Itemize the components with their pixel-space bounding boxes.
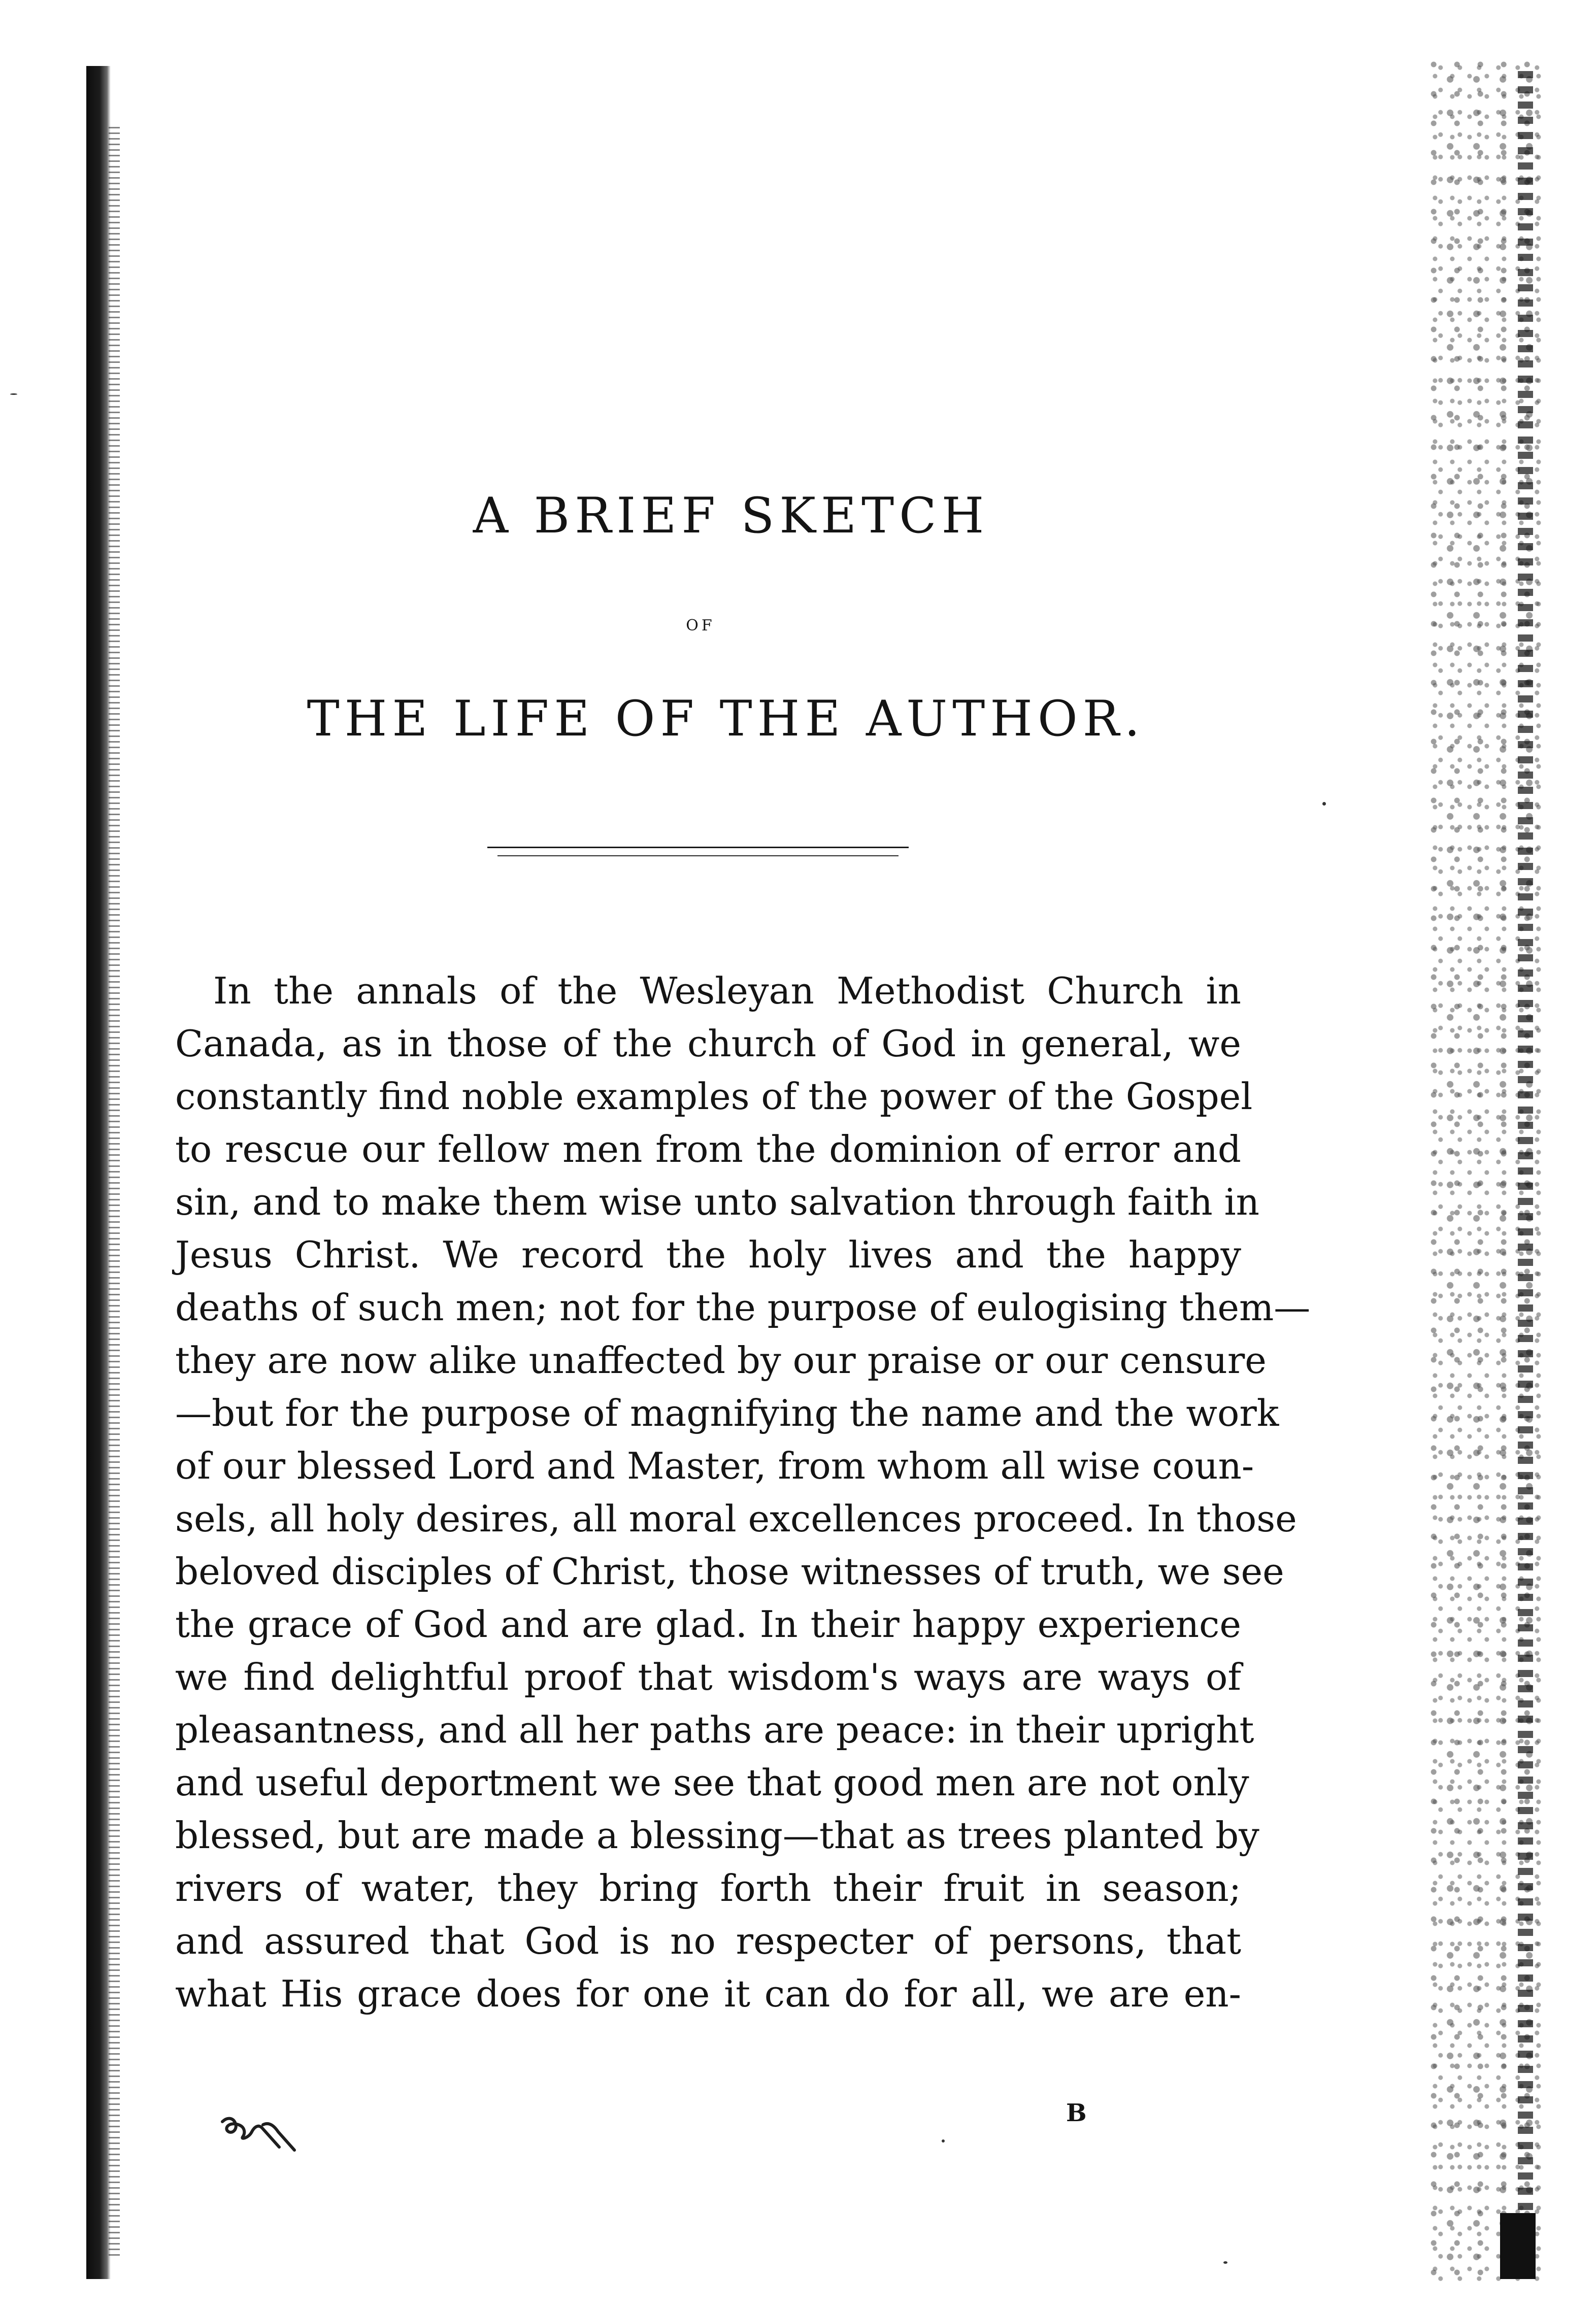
page-spine-shadow bbox=[86, 66, 111, 2279]
body-line: and useful deportment we see that good men are not only bbox=[175, 1761, 1249, 1804]
body-line: beloved disciples of Christ, those witnesses of truth, we see bbox=[175, 1550, 1284, 1593]
body-line: blessed, but are made a blessing—that as trees planted by bbox=[175, 1814, 1259, 1857]
speck bbox=[10, 393, 17, 395]
page-edge-corner bbox=[1500, 2213, 1536, 2279]
body-line: of our blessed Lord and Master, from whom all wise coun- bbox=[175, 1445, 1254, 1487]
body-line: Canada, as in those of the church of God in general, we bbox=[175, 1022, 1241, 1065]
body-text bbox=[175, 964, 1311, 2020]
body-line: —but for the purpose of magnifying the name and the work bbox=[175, 1392, 1279, 1434]
body-line: the grace of God and are glad. In their happy experience bbox=[175, 1603, 1241, 1646]
title-of: OF bbox=[686, 617, 715, 634]
speck bbox=[942, 2139, 945, 2142]
body-line: In the annals of the Wesleyan Methodist Church in bbox=[213, 969, 1241, 1012]
body-line: pleasantness, and all her paths are peace: in their upright bbox=[175, 1709, 1254, 1751]
handwritten-mark-drawing bbox=[218, 2101, 330, 2157]
title-line-2: THE LIFE OF THE AUTHOR. bbox=[307, 690, 1145, 747]
body-line: and assured that God is no respecter of persons, that bbox=[175, 1920, 1241, 1962]
handwritten-mark bbox=[218, 2101, 330, 2157]
title-rule-bottom bbox=[497, 855, 899, 856]
body-line: sin, and to make them wise unto salvation through faith in bbox=[175, 1181, 1260, 1223]
body-line: rivers of water, they bring forth their fruit in season; bbox=[175, 1867, 1241, 1910]
body-line: sels, all holy desires, all moral excellences proceed. In those bbox=[175, 1497, 1297, 1540]
body-line: we find delightful proof that wisdom's ways are ways of bbox=[175, 1656, 1241, 1698]
body-line: what His grace does for one it can do for all, we are en- bbox=[175, 1972, 1241, 2015]
body-line: Jesus Christ. We record the holy lives and the happy bbox=[175, 1233, 1241, 1276]
body-line: deaths of such men; not for the purpose of eulogising them— bbox=[175, 1286, 1311, 1329]
body-line: to rescue our fellow men from the dominion of error and bbox=[175, 1128, 1241, 1170]
title-line-1: A BRIEF SKETCH bbox=[473, 487, 989, 544]
page-edge-shadow bbox=[1518, 71, 1533, 2264]
page-spine-speckle bbox=[109, 127, 120, 2259]
signature-letter: B bbox=[1066, 2099, 1088, 2127]
speck bbox=[1322, 802, 1326, 806]
title-rule-top bbox=[487, 847, 909, 848]
body-line: constantly find noble examples of the power of the Gospel bbox=[175, 1075, 1253, 1118]
body-line: they are now alike unaffected by our praise or our censure bbox=[175, 1339, 1267, 1382]
speck bbox=[1223, 2261, 1227, 2264]
